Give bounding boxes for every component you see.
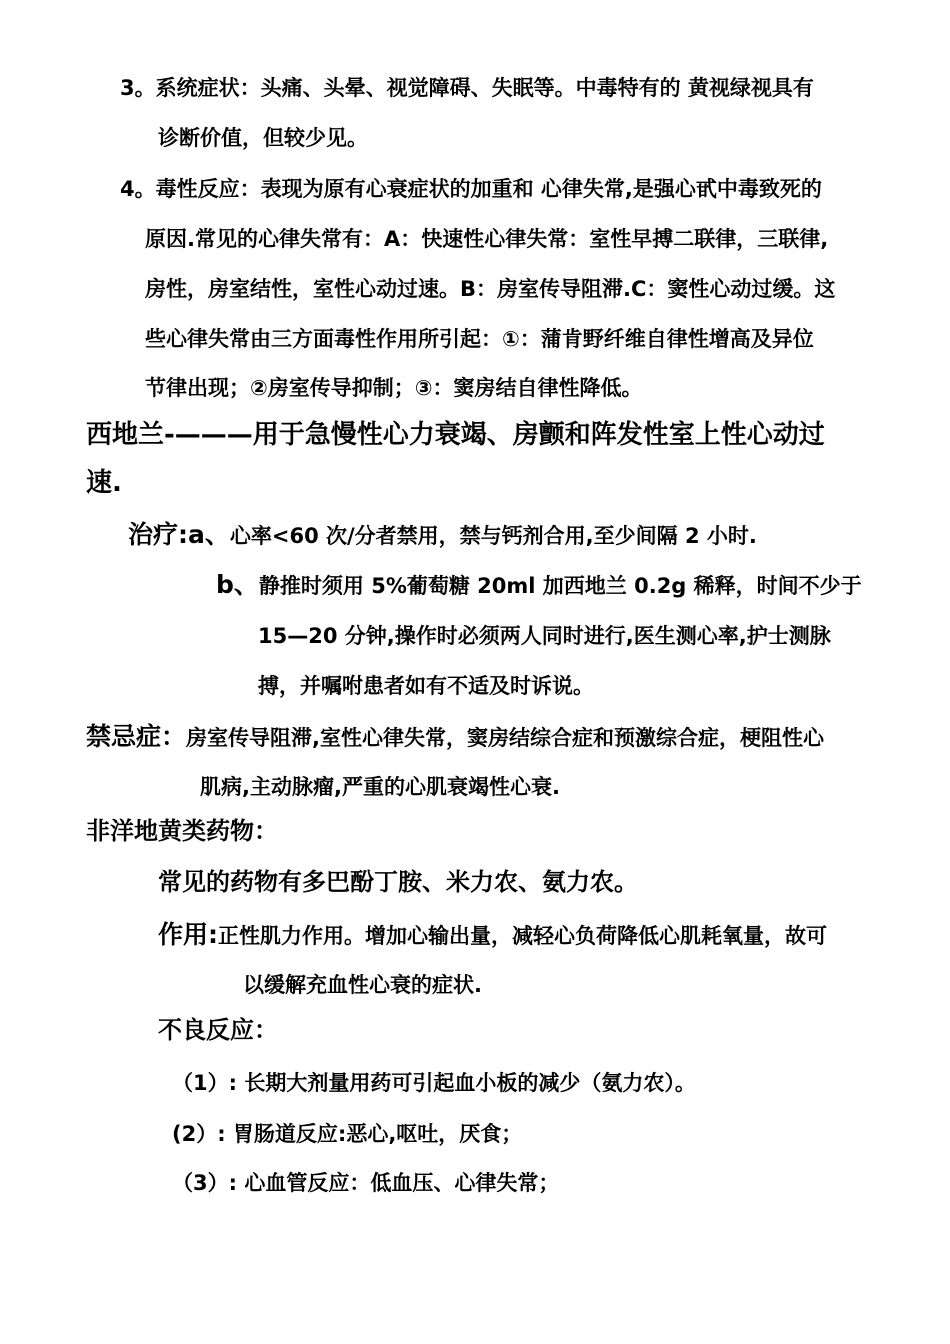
- item-4-line-4: 些心律失常由三方面毒性作用所引起：①：蒲肯野纤维自律性增高及异位: [145, 327, 814, 351]
- adverse-item-3: （3）: 心血管反应：低血压、心律失常；: [172, 1171, 560, 1195]
- treatment-a-text: 心率<60 次/分者禁用，禁与钙剂合用,至少间隔 2 小时.: [229, 524, 757, 548]
- item-4-line-3: 房性，房室结性，室性心动过速。B：房室传导阻滞.C：窦性心动过缓。这: [145, 277, 836, 301]
- item-4-line-5: 节律出现；②房室传导抑制；③：窦房结自律性降低。: [145, 376, 643, 400]
- non-digitalis-heading: 非洋地黄类药物：: [86, 817, 278, 845]
- contraindication-line-2: 肌病,主动脉瘤,严重的心肌衰竭性心衰.: [200, 775, 560, 799]
- treatment-line-b: [216, 570, 862, 601]
- contraindication-text: 房室传导阻滞,室性心律失常，窦房结综合症和预激综合症，梗阻性心: [186, 726, 824, 750]
- treatment-b-line-3: 搏，并嘱咐患者如有不适及时诉说。: [258, 674, 594, 698]
- action-line-1: [158, 920, 827, 951]
- item-4-line-2: 原因.常见的心律失常有：A：快速性心律失常：室性早搏二联律，三联律,: [145, 227, 829, 251]
- cedilanid-heading-line-1: 西地兰-———用于急慢性心力衰竭、房颤和阵发性室上性心动过: [86, 420, 825, 450]
- item-4-line-1: 4。毒性反应：表现为原有心衰症状的加重和 心律失常,是强心甙中毒致死的: [120, 177, 822, 201]
- contraindication-label: 禁忌症：: [86, 722, 187, 751]
- action-text: 正性肌力作用。增加心输出量，减轻心负荷降低心肌耗氧量，故可: [218, 924, 827, 948]
- contraindication-line-1: [86, 722, 824, 753]
- item-3-line-2: 诊断价值，但较少见。: [158, 126, 368, 150]
- adverse-item-1: （1）: 长期大剂量用药可引起血小板的减少（氨力农）。: [172, 1071, 696, 1095]
- adverse-reactions-heading: 不良反应：: [158, 1016, 278, 1044]
- action-line-2: 以缓解充血性心衰的症状.: [243, 973, 482, 997]
- cedilanid-heading-line-2: 速.: [86, 468, 122, 498]
- adverse-item-2: (2）: 胃肠道反应:恶心,呕吐，厌食；: [172, 1122, 523, 1146]
- common-drugs-line: 常见的药物有多巴酚丁胺、米力农、氨力农。: [158, 868, 638, 896]
- treatment-label: 治疗:a、: [128, 520, 230, 549]
- treatment-b-label: b、: [216, 570, 259, 599]
- action-label: 作用:: [158, 920, 218, 949]
- item-3-line-1: 3。系统症状：头痛、头晕、视觉障碍、失眠等。中毒特有的 黄视绿视具有: [120, 76, 814, 100]
- treatment-b-text: 静推时须用 5%葡萄糖 20ml 加西地兰 0.2g 稀释，时间不少于: [258, 574, 862, 598]
- treatment-line-a: [128, 520, 757, 551]
- treatment-b-line-2: 15—20 分钟,操作时必须两人同时进行,医生测心率,护士测脉: [258, 624, 831, 648]
